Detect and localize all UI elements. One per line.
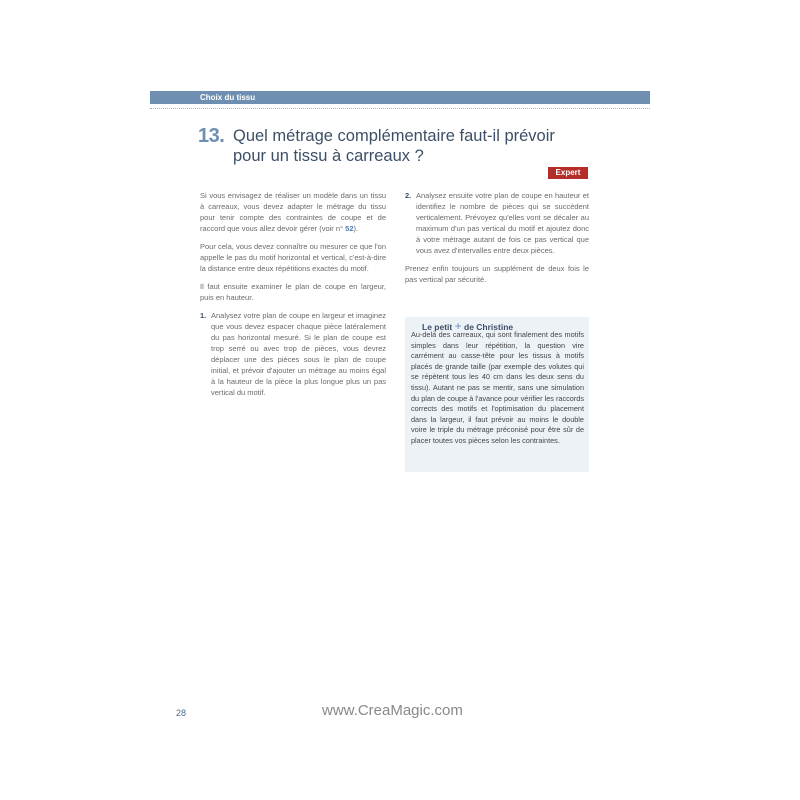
intro-paragraph <box>200 190 386 234</box>
page-title <box>233 126 593 166</box>
watermark: www.CreaMagic.com <box>322 702 463 719</box>
page-number: 28 <box>176 708 187 718</box>
left-column <box>200 190 386 398</box>
right-column <box>405 190 589 292</box>
list-item-text: Analysez ensuite votre plan de coupe en hauteur et identifiez le nombre de pièces qui se succèdent verticalement. Prévoyez qu'elles vont se décaler au maximum d'un pas vertical du motif et ajoutez donc à votre métrage autant de fois ce pas vertical que vous avez d'intervalles entre deux pièces. <box>416 191 589 255</box>
list-number: 2. <box>405 191 412 200</box>
section-label: Choix du tissu <box>200 93 256 102</box>
list-number: 1. <box>200 311 207 320</box>
level-badge: Expert <box>548 167 588 179</box>
tip-box <box>405 317 589 472</box>
list-item-2 <box>405 190 589 256</box>
section-header-bar <box>150 91 650 104</box>
paragraph-pas-motif: Pour cela, vous devez connaître ou mesurer ce que l'on appelle le pas du motif horizontal et vertical, c'est-à-dire la distance entre deux répétitions exactes du motif. <box>200 242 386 273</box>
list-item-text: Analysez votre plan de coupe en largeur et imaginez que vous devez espacer chaque pièce latéralement du pas horizontal mesuré. Si le plan de coupe est trop serré ou avec trop de pièces, vous devrez déplacer une des pièces sous le plan de coupe initial, et prévoir d'ajouter un métrage au moins égal à la hauteur de la pièce la plus longue plus un pas vertical du motif. <box>211 311 386 397</box>
dotted-divider <box>150 108 650 109</box>
list-item-1 <box>200 310 386 398</box>
tip-title-end: de Christine <box>464 322 514 332</box>
question-number: 13. <box>198 125 225 147</box>
paragraph-supplement: Prenez enfin toujours un supplément de deux fois le pas vertical par sécurité. <box>405 264 589 284</box>
title-line-2: pour un tissu à carreaux ? <box>233 147 424 165</box>
intro-text: Si vous envisagez de réaliser un modèle dans un tissu à carreaux, vous devez adapter le métrage du tissu pour tenir compte des contraintes de coupe et de raccord que vous allez devoir gérer (voir n° <box>200 191 386 233</box>
tip-title-start: Le petit <box>422 322 453 332</box>
plus-icon: + <box>454 319 462 333</box>
cross-reference-link[interactable]: 52 <box>345 224 354 233</box>
title-line-1: Quel métrage complémentaire faut-il prévoir <box>233 127 555 145</box>
tip-title <box>422 319 513 333</box>
intro-text-end: ). <box>353 224 359 233</box>
paragraph-plan-coupe: Il faut ensuite examiner le plan de coupe en largeur, puis en hauteur. <box>200 282 386 302</box>
tip-body: Au-delà des carreaux, qui sont finalement des motifs simples dans leur répétition, la question vire carrément au casse-tête pour les tissus à motifs placés de grande taille (par exemple des volutes qui se répètent tous les 40 cm dans les deux sens du tissu). Autant ne pas se mentir, sans une simulation du plan de coupe à l'avance pour vérifier les raccords corrects des motifs et l'optimisation du placement dans la largeur, il faut prévoir au moins le double voire le triple du métrage préconisé pour être sûr de placer toutes vos pièces selon les contraintes. <box>411 330 584 445</box>
